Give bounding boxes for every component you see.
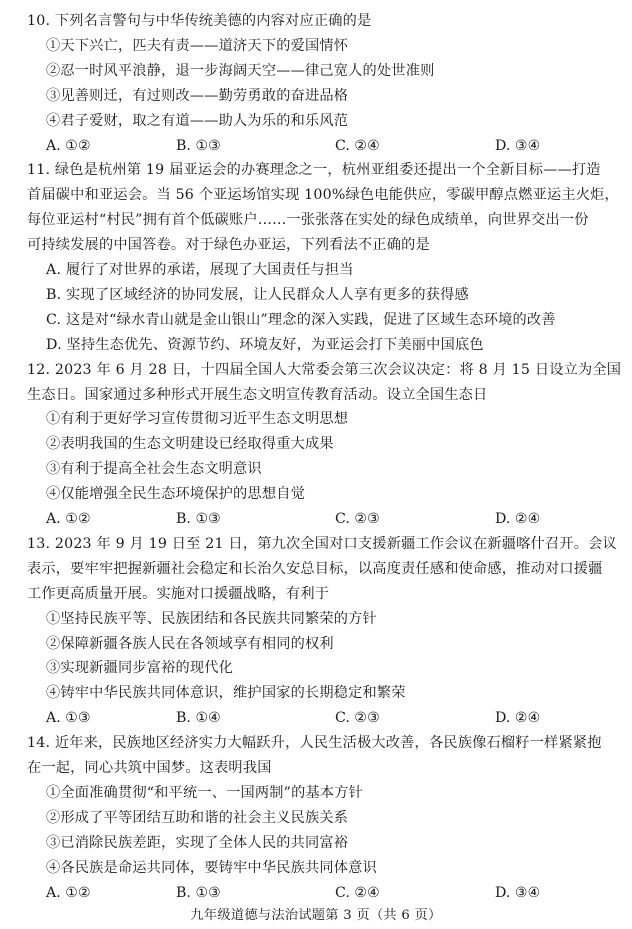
option-a: A. 履行了对世界的承诺，展现了大国责任与担当	[46, 262, 354, 278]
question-stem: 生态日。国家通过多种形式开展生态文明宣传教育活动。设立全国生态日	[27, 387, 488, 403]
option-a: A. ①②	[46, 511, 91, 527]
option-a: A. ①③	[46, 710, 91, 726]
statement-item: ④仅能增强全民生态环境保护的思想自觉	[46, 486, 305, 502]
page-footer: 九年级道德与法治试题第 3 页（共 6 页）	[190, 908, 442, 923]
statement-item: ②保障新疆各族人民在各领域享有相同的权利	[46, 636, 334, 652]
option-b: B. ①④	[176, 710, 221, 726]
question-stem: 11. 绿色是杭州第 19 届亚运会的办赛理念之一，杭州亚组委还提出一个全新目标——打造	[27, 162, 601, 178]
question-stem: 表示，要牢牢把握新疆社会稳定和长治久安总目标，以高度责任感和使命感，推动对口援疆	[27, 561, 603, 577]
question-stem: 10. 下列名言警句与中华传统美德的内容对应正确的是	[27, 13, 372, 29]
option-a: A. ①②	[46, 138, 91, 154]
statement-item: ②表明我国的生态文明建设已经取得重大成果	[46, 436, 334, 452]
statement-item: ③实现新疆同步富裕的现代化	[46, 660, 234, 676]
statement-item: ④各民族是命运共同体，要铸牢中华民族共同体意识	[46, 860, 377, 876]
option-b: B. 实现了区域经济的协同发展，让人民群众人人享有更多的获得感	[46, 287, 469, 303]
option-b: B. ①③	[176, 138, 221, 154]
option-d: D. ③④	[495, 138, 541, 154]
question-stem: 可持续发展的中国答卷。对于绿色办亚运，下列看法不正确的是	[27, 237, 430, 253]
statement-item: ④君子爱财，取之有道——助人为乐的和乐风范	[46, 113, 349, 129]
question-stem: 12. 2023 年 6 月 28 日，十四届全国人大常委会第三次会议决定：将 8 月 15 日设立为全国	[27, 362, 622, 378]
option-c: C. 这是对“绿水青山就是金山银山”理念的深入实践，促进了区域生态环境的改善	[46, 312, 556, 328]
statement-item: ①天下兴亡，匹夫有责——道济天下的爱国情怀	[46, 38, 349, 54]
option-d: D. ③④	[495, 885, 541, 901]
option-c: C. ②④	[335, 885, 380, 901]
statement-item: ①全面准确贯彻“和平统一、一国两制”的基本方针	[46, 785, 364, 801]
statement-item: ①坚持民族平等、民族团结和各民族共同繁荣的方针	[46, 611, 377, 627]
question-stem: 工作更高质量开展。实施对口援疆战略，有利于	[27, 586, 330, 602]
statement-item: ③有利于提高全社会生态文明意识	[46, 461, 262, 477]
option-d: D. 坚持生态优先、资源节约、环境友好，为亚运会打下美丽中国底色	[46, 337, 484, 353]
option-c: C. ②③	[335, 511, 380, 527]
question-stem: 首届碳中和亚运会。当 56 个亚运场馆实现 100%绿色电能供应，零碳甲醇点燃亚运主火炬，	[27, 187, 619, 203]
option-d: D. ②④	[495, 511, 541, 527]
statement-item: ③见善则迁，有过则改——勤劳勇敢的奋进品格	[46, 88, 349, 104]
question-stem: 在一起，同心共筑中国梦。这表明我国	[27, 760, 272, 776]
question-stem: 14. 近年来，民族地区经济实力大幅跃升，人民生活极大改善，各民族像石榴籽一样紧紧抱	[27, 735, 602, 751]
option-c: C. ②④	[335, 138, 380, 154]
option-b: B. ①③	[176, 885, 221, 901]
option-c: C. ②③	[335, 710, 380, 726]
statement-item: ④铸牢中华民族共同体意识，维护国家的长期稳定和繁荣	[46, 685, 406, 701]
option-b: B. ①③	[176, 511, 221, 527]
question-stem: 13. 2023 年 9 月 19 日至 21 日，第九次全国对口支援新疆工作会议在新疆喀什召开。会议	[27, 536, 617, 552]
statement-item: ②忍一时风平浪静，退一步海阔天空——律己宽人的处世准则	[46, 63, 435, 79]
statement-item: ①有利于更好学习宣传贯彻习近平生态文明思想	[46, 411, 349, 427]
option-a: A. ①②	[46, 885, 91, 901]
statement-item: ③已消除民族差距，实现了全体人民的共同富裕	[46, 835, 349, 851]
statement-item: ②形成了平等团结互助和谐的社会主义民族关系	[46, 810, 349, 826]
option-d: D. ②④	[495, 710, 541, 726]
question-stem: 每位亚运村“村民”拥有首个低碳账户……一张张落在实处的绿色成绩单，向世界交出一份	[27, 212, 589, 228]
